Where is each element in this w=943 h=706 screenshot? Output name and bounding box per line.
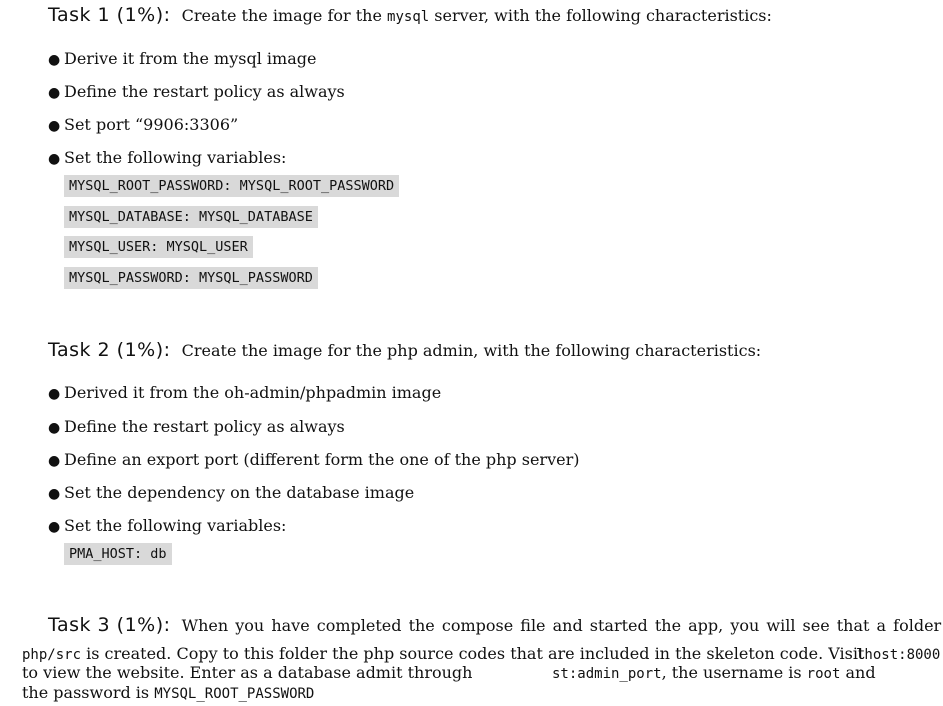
task3-port-code: st:admin_port xyxy=(552,666,662,682)
task1-bullet: ● Set the following variables: xyxy=(48,148,287,167)
task1-var-code: MYSQL_ROOT_PASSWORD: MYSQL_ROOT_PASSWORD xyxy=(64,175,399,197)
task1-var-code: MYSQL_PASSWORD: MYSQL_PASSWORD xyxy=(64,267,318,289)
task1-bullet: ● Set port “9906:3306” xyxy=(48,115,239,134)
task1-label: Task 1 (1%): xyxy=(48,4,171,26)
task2-title: Create the image for the php admin, with the following characteristics: xyxy=(181,341,762,360)
task1-var-code: MYSQL_USER: MYSQL_USER xyxy=(64,236,253,258)
task1-title-post: server, with the following characteristics: xyxy=(434,6,772,25)
task2-bullet: ● Set the following variables: xyxy=(48,516,287,535)
task1-title-pre: Create the image for the xyxy=(181,6,382,25)
task3-label: Task 3 (1%): xyxy=(48,614,171,636)
task2-bullet: ● Set the dependency on the database image xyxy=(48,483,415,502)
task2-bullet: ● Derived it from the oh-admin/phpadmin image xyxy=(48,383,442,402)
task1-var-code: MYSQL_DATABASE: MYSQL_DATABASE xyxy=(64,206,318,228)
task1-bullet: ● Derive it from the mysql image xyxy=(48,49,317,68)
task2-bullet: ● Define the restart policy as always xyxy=(48,417,345,436)
task3-line3-right: st:admin_port, the username is root and xyxy=(552,663,876,682)
task3-user-code: root xyxy=(806,666,841,682)
task2-label: Task 2 (1%): xyxy=(48,339,171,361)
task3-line2-right xyxy=(856,644,940,663)
task3-host-code: lhost:8000 xyxy=(856,647,941,663)
task3-line2: php/src is created. Copy to this folder the php source codes that are included in the skeleton code. Visit xyxy=(22,644,865,663)
task1-bullet: ● Define the restart policy as always xyxy=(48,82,345,101)
task2-heading xyxy=(48,339,761,361)
task3-heading xyxy=(48,614,941,636)
task3-line3: to view the website. Enter as a database admit through xyxy=(22,663,473,682)
task3-line4: the password is MYSQL_ROOT_PASSWORD xyxy=(22,683,315,702)
task3-password-code: MYSQL_ROOT_PASSWORD xyxy=(154,686,315,702)
task2-var-code: PMA_HOST: db xyxy=(64,543,172,565)
task3-path-code: php/src xyxy=(22,647,82,663)
task3-line1: When you have completed the compose file and started the app, you will see that a folder xyxy=(181,616,942,635)
task2-bullet: ● Define an export port (different form the one of the php server) xyxy=(48,450,580,469)
task1-title-code: mysql xyxy=(387,9,430,25)
task1-heading xyxy=(48,4,772,26)
